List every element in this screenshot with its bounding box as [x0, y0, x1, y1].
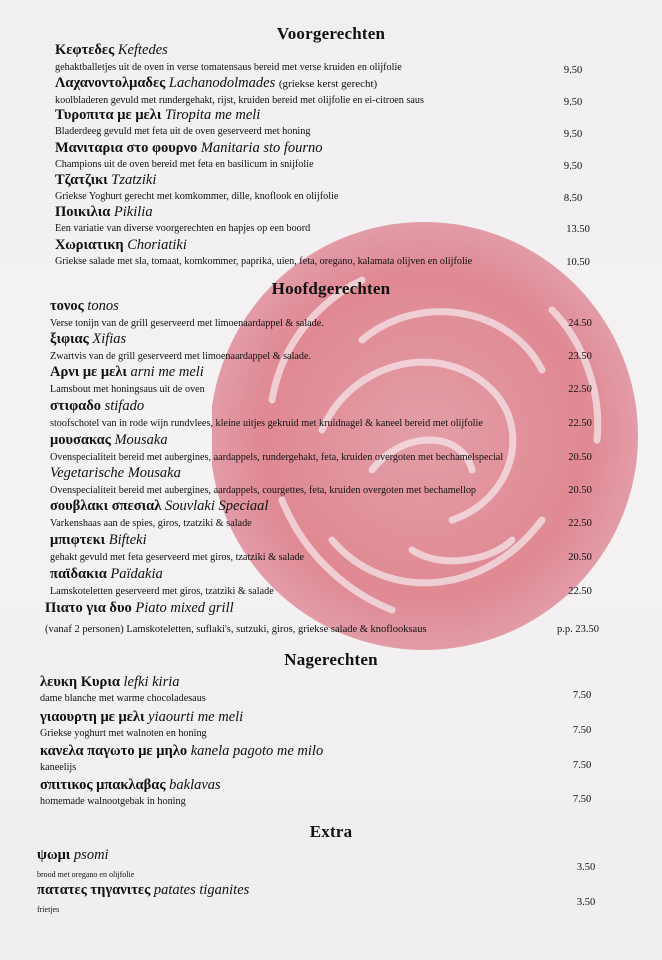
- latin-name: Manitaria sto fourno: [200, 140, 323, 156]
- item-description: stoofschotel van in rode wijn rundvlees, kleine uitjes gekruid met kruidnagel & kaneel bereid met olijfolie: [50, 418, 483, 429]
- latin-name: Bifteki: [108, 532, 147, 548]
- latin-name: psomi: [73, 847, 109, 863]
- item-description: Een variatie van diverse voorgerechten en hapjes op een boord: [55, 223, 311, 234]
- item-price: 22.50: [568, 384, 592, 395]
- item-description: homemade walnootgebak in honing: [40, 796, 186, 807]
- latin-name: stifado: [104, 398, 145, 414]
- greek-name: Τζατζικι: [55, 172, 108, 188]
- item-description: Lamsbout met honingsaus uit de oven: [50, 384, 205, 395]
- greek-name: Λαχανοντολμαδες: [55, 75, 166, 91]
- latin-name: Païdakia: [110, 566, 163, 582]
- latin-name: Piato mixed grill: [135, 600, 234, 616]
- item-description: Ovenspecialiteit bereid met aubergines, aardappels, courgettes, feta, kruiden overgoten met bechamellop: [50, 485, 477, 496]
- latin-name: Tiropita me meli: [164, 107, 261, 123]
- section-title-extra: Extra: [309, 822, 353, 841]
- item-description: Bladerdeeg gevuld met feta uit de oven geserveerd met honing: [55, 126, 311, 137]
- item-description: koolbladeren gevuld met rundergehakt, rijst, kruiden bereid met olijfolie en ei-citroen saus: [55, 95, 424, 106]
- item-description: (vanaf 2 personen) Lamskoteletten, suflaki's, sutzuki, giros, griekse salade & knoflooksaus: [45, 624, 427, 635]
- latin-name: Pikilia: [113, 204, 153, 220]
- latin-name: patates tiganites: [153, 882, 250, 898]
- latin-name: lefki kiria: [123, 674, 180, 690]
- item-price: p.p. 23.50: [557, 624, 599, 635]
- greek-name: στιφαδο: [50, 398, 101, 414]
- item-price: 22.50: [568, 418, 592, 429]
- item-price: 7.50: [572, 760, 592, 771]
- greek-name: ψωμι: [37, 847, 71, 863]
- greek-name: κανελα παγωτο με μηλο: [40, 743, 188, 759]
- item-description: Varkenshaas aan de spies, giros, tzatziki & salade: [50, 518, 252, 529]
- section-title-voorgerechten: Voorgerechten: [276, 24, 386, 43]
- item-price: 7.50: [572, 725, 592, 736]
- greek-name: Τυροπιτα με μελι: [55, 107, 162, 123]
- latin-name: Tzatziki: [111, 172, 157, 188]
- item-price: 7.50: [572, 794, 592, 805]
- greek-name: λευκη Κυρια: [40, 674, 120, 690]
- item-description: Griekse yoghurt met walnoten en honing: [40, 728, 207, 739]
- greek-name: Ποικιλια: [55, 204, 111, 220]
- item-description: Verse tonijn van de grill geserveerd met limoenaardappel & salade.: [50, 318, 324, 329]
- greek-name: Χωριατικη: [55, 237, 124, 253]
- latin-name: Mousaka: [114, 432, 168, 448]
- item-description: dame blanche met warme chocoladesaus: [40, 693, 206, 704]
- item-price: 23.50: [568, 351, 592, 362]
- greek-name: Μανιταρια στο φουρνο: [55, 140, 198, 156]
- item-price: 9.50: [563, 65, 583, 76]
- latin-name: Choriatiki: [127, 237, 187, 253]
- section-title-hoofdgerechten: Hoofdgerechten: [271, 279, 391, 298]
- item-description: Zwartvis van de grill geserveerd met limoenaardappel & salade.: [50, 351, 312, 362]
- item-price: 3.50: [576, 862, 596, 873]
- item-price: 10.50: [566, 257, 590, 268]
- latin-name: Xifias: [92, 331, 127, 347]
- item-description: gehaktballetjes uit de oven in verse tomatensaus bereid met verse kruiden en olijfolie: [55, 62, 402, 73]
- item-price: 3.50: [576, 897, 596, 908]
- greek-name: πατατες τηγανιτες: [37, 882, 151, 898]
- item-description: Lamskoteletten geserveerd met giros, tzatziki & salade: [50, 586, 274, 597]
- latin-name: Vegetarische Mousaka: [50, 465, 181, 481]
- latin-name: Souvlaki Speciaal: [164, 498, 269, 514]
- item-price: 20.50: [568, 485, 592, 496]
- item-description: Griekse Yoghurt gerecht met komkommer, dille, knoflook en olijfolie: [55, 191, 339, 202]
- greek-name: Κεφτεδες: [55, 42, 115, 58]
- latin-name: arni me meli: [130, 364, 204, 380]
- latin-name: yiaourti me meli: [148, 709, 244, 725]
- item-price: 8.50: [563, 193, 583, 204]
- greek-name: Πιατο για δυο: [45, 600, 132, 616]
- item-price: 9.50: [563, 97, 583, 108]
- item-price: 24.50: [568, 318, 592, 329]
- item-price: 13.50: [566, 224, 590, 235]
- item-description: gehakt gevuld met feta geserveerd met giros, tzatziki & salade: [50, 552, 305, 563]
- item-description: Ovenspecialiteit bereid met aubergines, aardappels, rundergehakt, feta, kruiden overgoten met bechamelspecial: [50, 452, 504, 463]
- item-price: 7.50: [572, 690, 592, 701]
- item-description: brood met oregano en olijfolie: [37, 870, 135, 879]
- item-description: kaneelijs: [40, 762, 77, 773]
- greek-name: σουβλακι σπεσιαλ: [50, 498, 162, 514]
- greek-name: μπιφτεκι: [50, 532, 106, 548]
- greek-name: παϊδακια: [50, 566, 107, 582]
- greek-name: τονος: [50, 298, 84, 314]
- latin-name: baklavas: [169, 777, 221, 793]
- latin-name: kanela pagoto me milo: [190, 743, 324, 759]
- item-price: 20.50: [568, 452, 592, 463]
- item-price: 22.50: [568, 518, 592, 529]
- item-price: 20.50: [568, 552, 592, 563]
- greek-name: ξιφιας: [50, 331, 89, 347]
- section-title-nagerechten: Nagerechten: [284, 650, 378, 669]
- item-description: Griekse salade met sla, tomaat, komkommer, paprika, uien, feta, oregano, kalamata olijven en olijfolie: [55, 256, 473, 267]
- latin-name: Keftedes: [117, 42, 168, 58]
- greek-name: Αρνι με μελι: [50, 364, 127, 380]
- greek-name: μουσακας: [50, 432, 111, 448]
- item-description: frietjes: [37, 905, 60, 914]
- greek-name: γιαουρτη με μελι: [40, 709, 145, 725]
- item-price: 22.50: [568, 586, 592, 597]
- item-description: Champions uit de oven bereid met feta en basilicum in snijfolie: [55, 159, 314, 170]
- item-price: 9.50: [563, 161, 583, 172]
- latin-name: Lachanodolmades: [168, 75, 276, 91]
- item-note: (griekse kerst gerecht): [278, 78, 378, 90]
- latin-name: tonos: [87, 298, 119, 314]
- item-price: 9.50: [563, 129, 583, 140]
- greek-name: σπιτικος μπακλαβας: [40, 777, 166, 793]
